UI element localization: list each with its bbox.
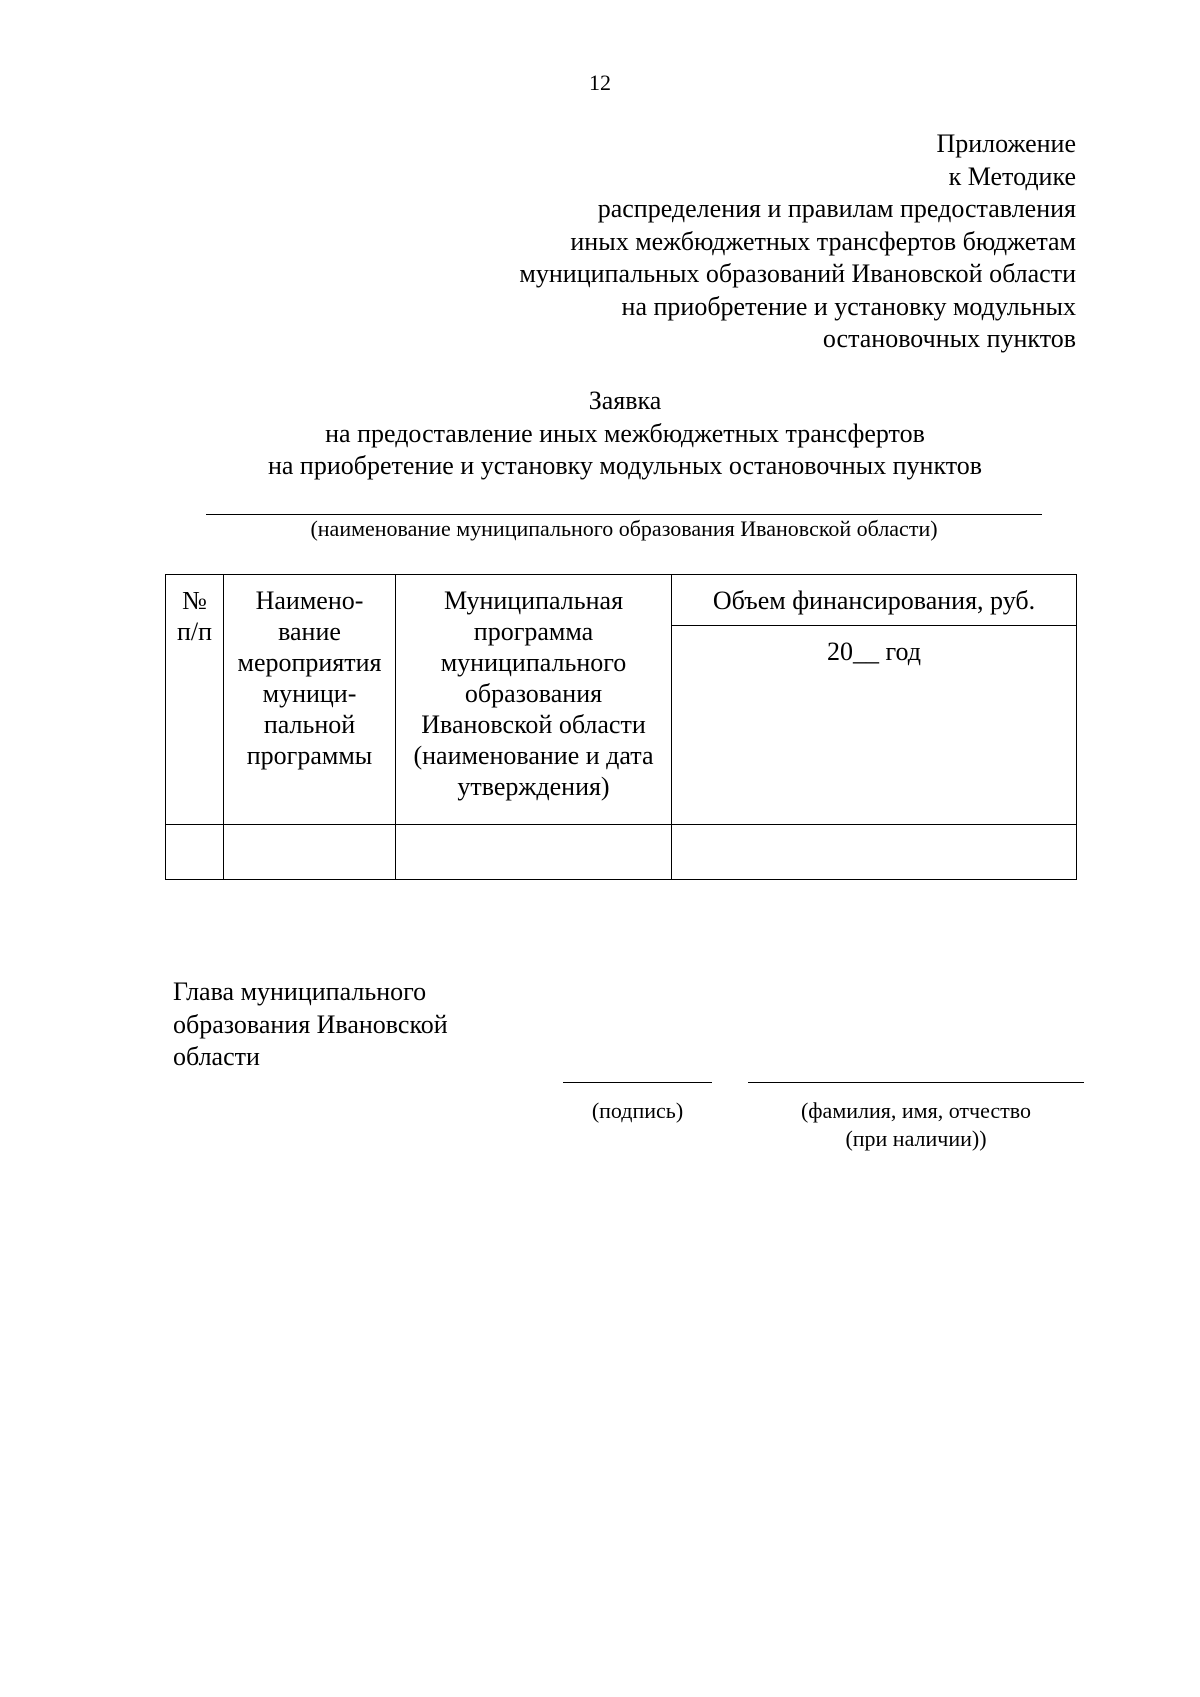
cell-event-name[interactable]: [224, 825, 396, 880]
document-title: [0, 385, 1200, 483]
cell-number[interactable]: [166, 825, 224, 880]
cell-funding-amount[interactable]: [672, 825, 1077, 880]
header-year: 20__ год: [672, 626, 1077, 825]
signatory-title: Глава муниципального образования Ивановской области: [173, 977, 448, 1071]
table-header-row: [166, 575, 1077, 626]
title-line: на приобретение и установку модульных остановочных пунктов: [267, 451, 983, 480]
appendix-line: распределения и правилам предоставления: [597, 194, 1076, 223]
header-event-name: Наимено- вание мероприятия муници- пальной программы: [224, 575, 396, 825]
appendix-line: остановочных пунктов: [822, 324, 1076, 353]
title-heading: Заявка: [588, 386, 662, 415]
full-name-caption: (фамилия, имя, отчество (при наличии)): [800, 1098, 1032, 1151]
municipality-fill-line[interactable]: [206, 514, 1042, 515]
page-number: 12: [589, 70, 611, 95]
request-table: [165, 574, 1077, 880]
appendix-line: муниципальных образований Ивановской области: [519, 259, 1076, 288]
appendix-line: иных межбюджетных трансфертов бюджетам: [570, 226, 1076, 256]
table-row: [166, 825, 1077, 880]
full-name-fill-line[interactable]: [748, 1082, 1084, 1083]
cell-municipal-program[interactable]: [396, 825, 672, 880]
appendix-header: [376, 128, 1076, 356]
signature-caption: (подпись): [591, 1098, 684, 1123]
appendix-line: Приложение: [936, 129, 1076, 158]
municipality-caption: (наименование муниципального образования Ивановской области): [310, 516, 938, 541]
signature-fill-line[interactable]: [563, 1082, 712, 1083]
title-line: на предоставление иных межбюджетных трансфертов: [325, 418, 925, 448]
header-number: № п/п: [166, 575, 224, 825]
appendix-line: на приобретение и установку модульных: [621, 291, 1076, 321]
header-funding-volume: Объем финансирования, руб.: [672, 575, 1077, 626]
header-municipal-program: Муниципальная программа муниципального образования Ивановской области (наименование и дата утверждения): [396, 575, 672, 825]
appendix-line: к Методике: [948, 161, 1076, 191]
